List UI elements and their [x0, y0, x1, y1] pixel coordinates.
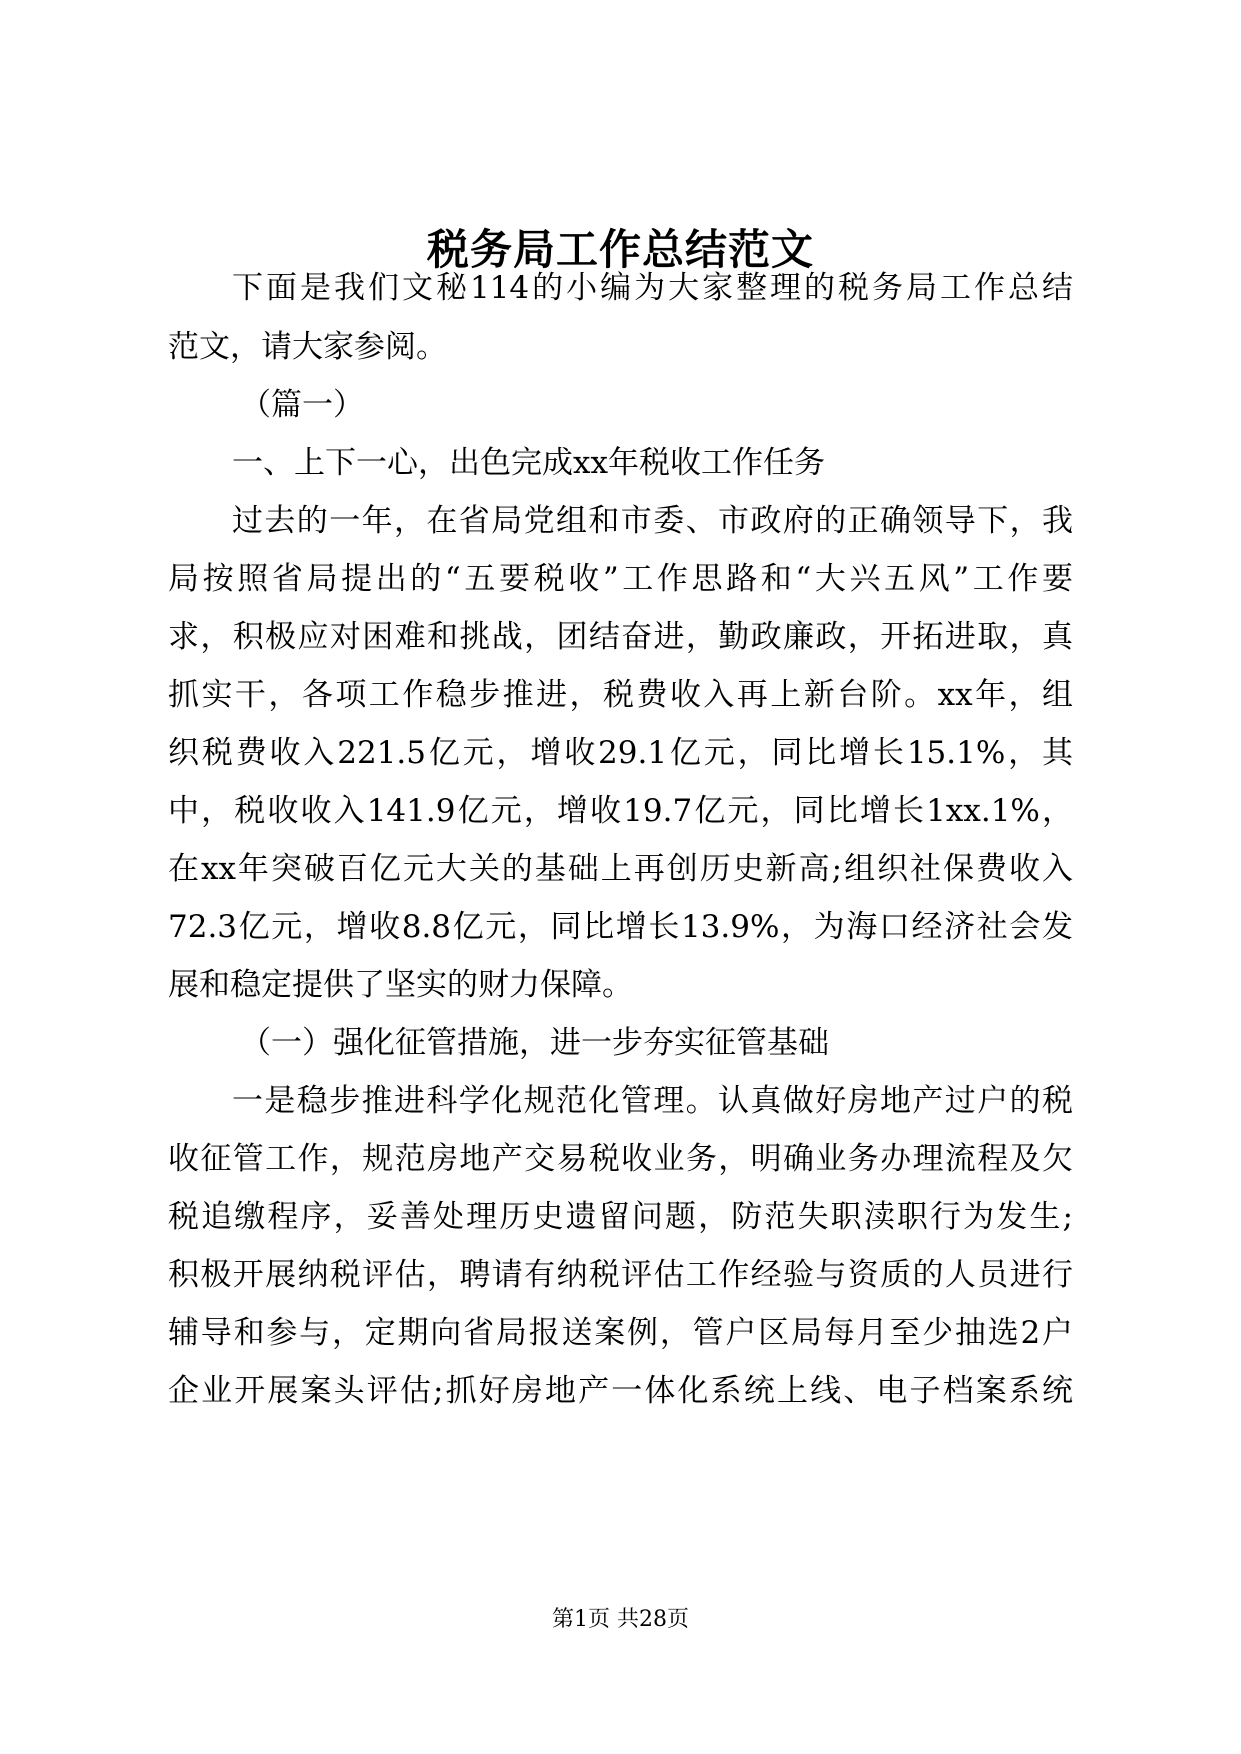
text-line: 展和稳定提供了坚实的财力保障。 [168, 967, 633, 1003]
subheading-line: （一）强化征管措施，进一步夯实征管基础 [240, 1025, 829, 1061]
text-line: 下面是我们文秘114的小编为大家整理的税务局工作总结 [232, 270, 1073, 306]
text-line: 辅导和参与，定期向省局报送案例，管户区局每月至少抽选2户 [168, 1315, 1073, 1351]
text-line: 抓实干，各项工作稳步推进，税费收入再上新台阶。xx年，组 [168, 677, 1073, 713]
page-footer: 第1页 共28页 [552, 1607, 689, 1632]
text-line: 积极开展纳税评估，聘请有纳税评估工作经验与资质的人员进行 [168, 1257, 1073, 1293]
text-line: 在xx年突破百亿元大关的基础上再创历史新高;组织社保费收入 [168, 851, 1073, 887]
text-line: 企业开展案头评估;抓好房地产一体化系统上线、电子档案系统 [168, 1373, 1073, 1409]
document-title: 税务局工作总结范文 [426, 225, 814, 274]
text-line: 过去的一年，在省局党组和市委、市政府的正确领导下，我 [232, 503, 1073, 539]
text-line: 范文，请大家参阅。 [168, 329, 447, 365]
text-line: 求，积极应对困难和挑战，团结奋进，勤政廉政，开拓进取，真 [168, 619, 1073, 655]
text-line: 一是稳步推进科学化规范化管理。认真做好房地产过户的税 [232, 1083, 1073, 1119]
text-line: 局按照省局提出的“五要税收”工作思路和“大兴五风”工作要 [168, 561, 1073, 597]
text-line: 中，税收收入141.9亿元，增收19.7亿元，同比增长1xx.1%， [168, 793, 1073, 829]
text-line: 收征管工作，规范房地产交易税收业务，明确业务办理流程及欠 [168, 1141, 1073, 1177]
text-line: 织税费收入221.5亿元，增收29.1亿元，同比增长15.1%，其 [168, 735, 1073, 771]
text-line: 72.3亿元，增收8.8亿元，同比增长13.9%，为海口经济社会发 [168, 909, 1073, 945]
text-line: 税追缴程序，妥善处理历史遗留问题，防范失职渎职行为发生; [168, 1199, 1073, 1235]
section-label: （篇一） [240, 387, 364, 423]
heading-line: 一、上下一心，出色完成xx年税收工作任务 [232, 445, 825, 481]
